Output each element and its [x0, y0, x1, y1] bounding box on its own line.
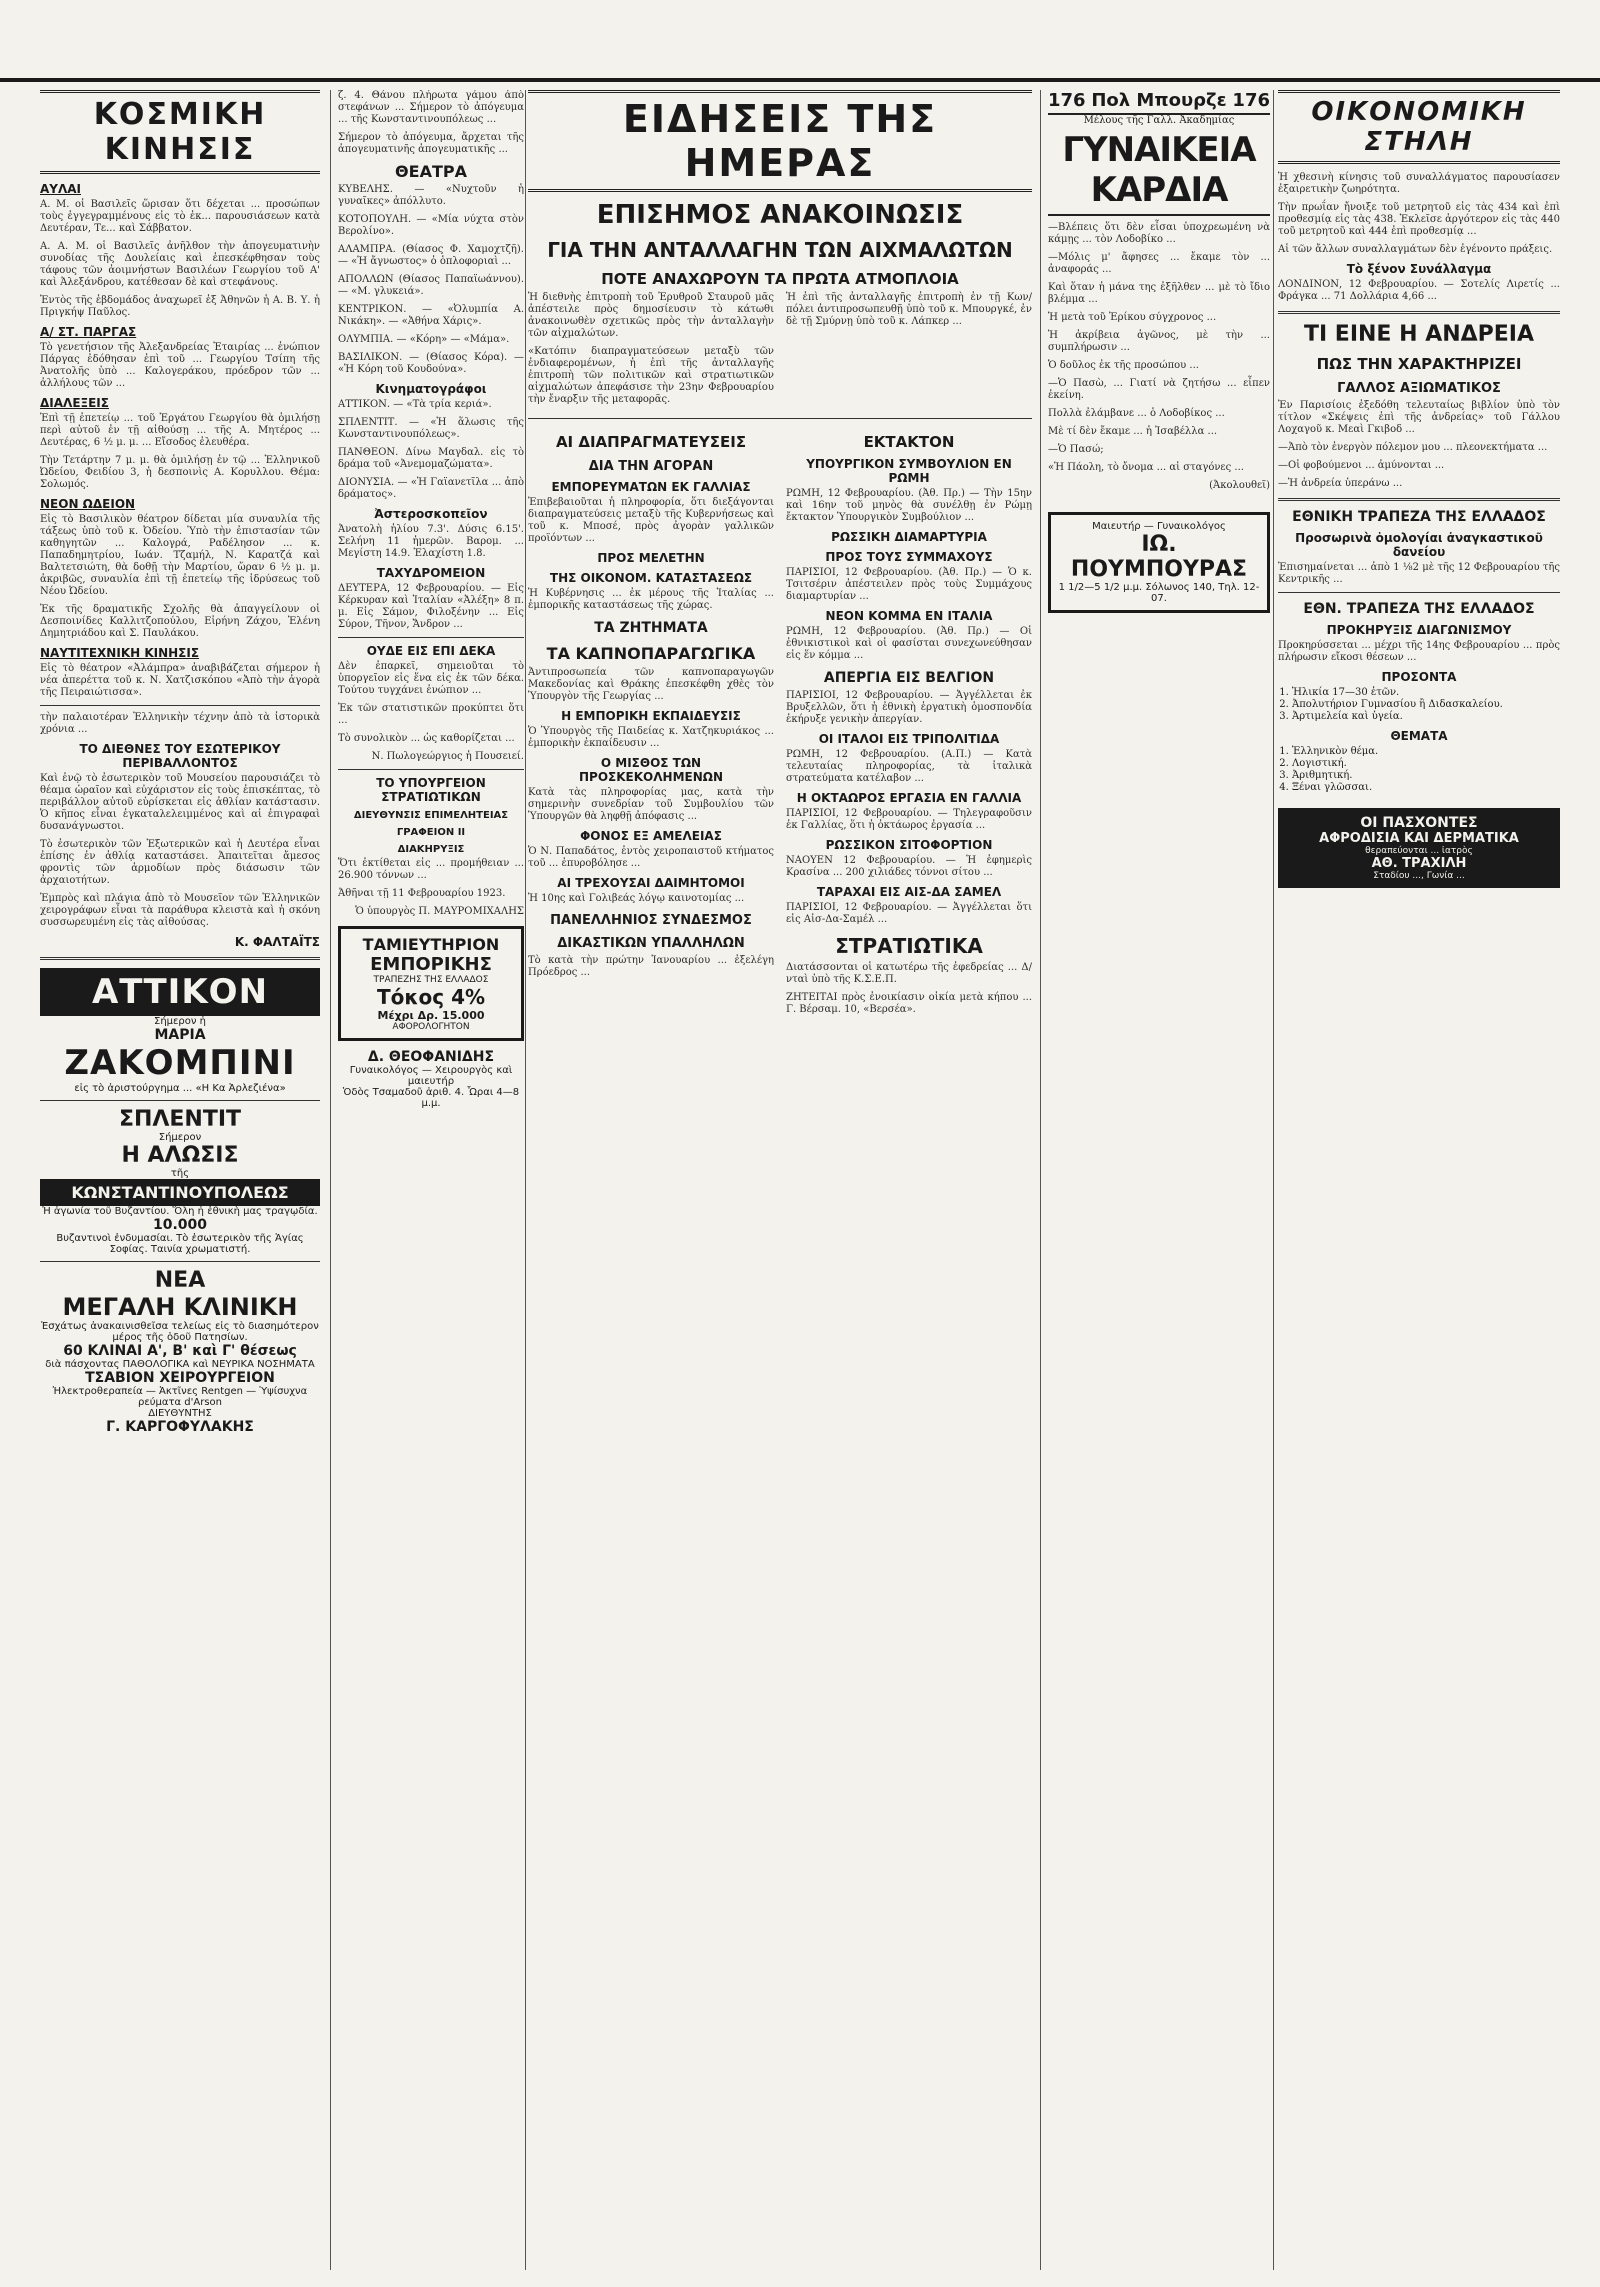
ad-clinic: [40, 1268, 320, 1435]
subheading: Α/ ΣΤ. ΠΑΡΓΑΣ: [40, 325, 137, 339]
ad-line: διὰ πάσχοντας ΠΑΘΟΛΟΓΙΚΑ καὶ ΝΕΥΡΙΚΑ ΝΟΣΗΜΑΤΑ: [45, 1359, 315, 1370]
ad-splendid: [40, 1107, 320, 1255]
column-news: [528, 90, 1032, 2270]
ad-title: ΝΕΑ: [154, 1268, 206, 1293]
ad-line: ΔΙΕΥΘΥΝΤΗΣ: [148, 1408, 212, 1419]
theatre-list: [338, 184, 524, 376]
ad-line: Σταδίου ..., Γωνία ...: [1373, 871, 1465, 881]
subheading: ΟΙ ΙΤΑΛΟΙ ΕΙΣ ΤΡΙΠΟΛΙΤΙΔΑ: [818, 732, 1000, 746]
paragraph: ΔΕΥΤΕΡΑ, 12 Φεβρουαρίου. — Εἰς Κέρκυραν καὶ Ἰταλίαν «Ἀλέξη» 8 π. μ. Εἰς Σάμον, Φιλοξένην ... Εἰς Σύρον, Τῆνον, Ἄνδρον ...: [338, 583, 524, 630]
paragraph: ΡΩΜΗ, 12 Φεβρουαρίου. (Ἀθ. Πρ.) — Οἱ ἐθνικιστικοὶ καὶ οἱ φασίσται συνεχωνεύθησαν εἰς ἕν κόμμα ...: [786, 626, 1032, 661]
article-headline: ΕΚΤΑΚΤΟΝ: [863, 433, 955, 451]
subheading: ΕΜΠΟΡΕΥΜΑΤΩΝ ΕΚ ΓΑΛΛΙΑΣ: [551, 480, 751, 494]
column-social: [40, 90, 320, 2270]
paragraph: Σήμερον τὸ ἀπόγευμα, ἄρχεται τῆς ἀπογευματινῆς ἀπογευματικῆς ...: [338, 132, 524, 155]
paragraph: Ἡ ἀκρίβεια ἀγῶνος, μὲ τὴν ... συμπλήρωσιν ...: [1048, 330, 1270, 353]
paragraph: Ἡ ἐπὶ τῆς ἀνταλλαγῆς ἐπιτροπὴ ἐν τῇ Κων/πόλει ἀντιπροσωπευθῇ ὑπὸ τοῦ κ. Μπουργκέ, ἐν δὲ τῇ Σμύρνῃ ὑπὸ τοῦ κ. Λάπκερ ...: [786, 292, 1032, 327]
paragraph: Ἐπισημαίνεται ... ἀπὸ 1 ⅛2 μὲ τῆς 12 Φεβρουαρίου τῆς Κεντρικῆς ...: [1278, 562, 1560, 585]
paragraph: Ἡ Κυβέρνησις ... ἐκ μέρους τῆς Ἰταλίας ... ἐμπορικῆς καταστάσεως τῆς χώρας.: [528, 588, 774, 611]
paragraph: —Βλέπεις ὅτι δὲν εἶσαι ὑποχρεωμένη νὰ κάμῃς ... τὸν Λοδοβίκο ...: [1048, 222, 1270, 245]
list-item: 2. Ἀπολυτήριον Γυμνασίου ἢ Διδασκαλείου.: [1292, 699, 1560, 711]
subheading: ΝΕΟΝ ΩΔΕΙΟΝ: [40, 497, 136, 511]
signature: Ὁ ὑπουργὸς Π. ΜΑΥΡΟΜΙΧΑΛΗΣ: [355, 906, 524, 917]
article-headline: ΕΘΝ. ΤΡΑΠΕΖΑ ΤΗΣ ΕΛΛΑΔΟΣ: [1303, 601, 1535, 617]
ad-line: Μαιευτήρ — Γυναικολόγος: [1092, 521, 1226, 532]
article-headline: ΓΙΑ ΤΗΝ ΑΝΤΑΛΛΑΓΗΝ ΤΩΝ ΑΙΧΜΑΛΩΤΩΝ: [547, 238, 1013, 262]
list-item: 2. Λογιστική.: [1292, 758, 1560, 770]
serial-number: 176: [1232, 90, 1270, 111]
ad-line: ΜΑΡΙΑ: [154, 1027, 206, 1043]
article-headline: ΤΙ ΕΙΝΕ Η ΑΝΔΡΕΙΑ: [1303, 322, 1535, 347]
ad-line: Ὁδὸς Τσαμαδοῦ ἀριθ. 4. Ὧραι 4—8 μ.μ.: [342, 1087, 520, 1109]
ad-line: Ἡ ἀγωνία τοῦ Βυζαντίου. Ὅλη ἡ ἐθνικὴ μας τραγῳδία.: [42, 1206, 318, 1217]
paragraph: Ἐπιβεβαιοῦται ἡ πληροφορία, ὅτι διεξάγονται διαπραγματεύσεις μεταξὺ τῆς Κυβερνήσεως καὶ τοῦ κ. Μποσέ, πρὸς ἀγορὰν γαλλικῶν προϊόντων ...: [528, 497, 774, 544]
subheading: ΤΗΣ ΟΙΚΟΝΟΜ. ΚΑΤΑΣΤΑΣΕΩΣ: [549, 571, 753, 585]
subheading: ΠΡΟΚΗΡΥΞΙΣ ΔΙΑΓΩΝΙΣΜΟΥ: [1326, 623, 1512, 637]
divider: [40, 1100, 320, 1101]
paragraph: —Ἀπὸ τὸν ἐνεργὸν πόλεμον μου ... πλεονεκτήματα ...: [1278, 442, 1548, 453]
subheading: ΥΠΟΥΡΓΙΚΟΝ ΣΥΜΒΟΥΛΙΟΝ ΕΝ ΡΩΜΗ: [806, 457, 1012, 485]
paragraph: Ἐκ τῆς δραματικῆς Σχολῆς θὰ ἀπαγγείλουν οἱ Δεσποινίδες Καλλιτζοπούλου, Εἰρήνη Ζάχου, Ἑλένη Δημητριάδου καὶ Σ. Παυλάκου.: [40, 604, 320, 639]
subheading: ΑΥΛΑΙ: [40, 182, 82, 196]
column-theatres: [338, 90, 524, 2270]
paragraph: «Ἡ Πάολη, τὸ ὄνομα ... αἱ σταγόνες ...: [1048, 462, 1244, 473]
ad-title: ΕΜΠΟΡΙΚΗΣ: [370, 954, 492, 975]
paragraph: Τὴν Τετάρτην 7 μ. μ. θὰ ὁμιλήσῃ ἐν τῷ ... Ἑλληνικοῦ Ὠδείου, Φειδίου 3, ἡ δεσποινὶς Α. Κορυλλου. Θέμα: Σολωμός.: [40, 455, 320, 490]
ad-line: Τόκος 4%: [376, 985, 486, 1009]
ad-title: ΖΑΚΟΜΠΙΝΙ: [64, 1043, 296, 1083]
subheading: ΔΙΕΥΘΥΝΣΙΣ ΕΠΙΜΕΛΗΤΕΙΑΣ: [353, 810, 509, 821]
subheading: ΠΡΟΣ ΜΕΛΕΤΗΝ: [597, 551, 705, 565]
paragraph: Ὁ δοῦλος ἐκ τῆς προσώπου ...: [1048, 360, 1199, 371]
paragraph: Ἐν Παρισίοις ἐξεδόθη τελευταίως βιβλίον ὑπὸ τὸν τίτλον «Σκέψεις ἐπὶ τῆς ἀνδρείας» τοῦ Γάλλου Λοχαγοῦ κ. Μεαὶ Γκιβοδ ...: [1278, 400, 1560, 435]
ad-line: ΤΡΑΠΕΖΗΣ ΤΗΣ ΕΛΛΑΔΟΣ: [373, 975, 489, 985]
paragraph: Μὲ τί δὲν ἔκαμε ... ἡ Ἰσαβέλλα ...: [1048, 426, 1218, 437]
subcolumn: [786, 292, 1032, 412]
ad-attikon: [40, 968, 320, 1094]
subheading: ΘΕΑΤΡΑ: [395, 162, 467, 181]
paragraph: Διατάσσονται οἱ κατωτέρω τῆς ἐφεδρείας ... Δ/νταὶ ὑπὸ τῆς Κ.Σ.Ε.Π.: [786, 962, 1032, 985]
article-headline: ΕΘΝΙΚΗ ΤΡΑΠΕΖΑ ΤΗΣ ΕΛΛΑΔΟΣ: [1292, 509, 1546, 525]
subheading: Η ΕΜΠΟΡΙΚΗ ΕΚΠΑΙΔΕΥΣΙΣ: [561, 709, 741, 723]
listing-entry: ΒΑΣΙΛΙΚΟΝ. — (Θίασος Κόρα). — «Ἡ Κόρη τοῦ Κουδούνα».: [338, 352, 524, 375]
serial-author: Πολ Μπουρζε: [1091, 90, 1227, 111]
ad-line: Ἠλεκτροθεραπεία — Ἀκτῖνες Rentgen — Ὑψίσυχνα ρεύματα d'Arson: [52, 1386, 308, 1408]
paragraph: Ὅτι ἐκτίθεται εἰς ... προμήθειαν ... 26.900 τόννων ...: [338, 858, 524, 881]
topics-list: [1278, 746, 1560, 794]
article-subheadline: ΓΑΛΛΟΣ ΑΞΙΩΜΑΤΙΚΟΣ: [1337, 381, 1501, 396]
paragraph: Καὶ ὅταν ἡ μάνα της ἐξῆλθεν ... μὲ τὸ ἴδιο βλέμμα ...: [1048, 282, 1270, 305]
paragraph: Τὸ συνολικὸν ... ὡς καθορίζεται ...: [338, 733, 515, 744]
subheading: Ἀστεροσκοπεῖον: [374, 507, 488, 521]
serial-number: 176: [1048, 90, 1086, 111]
article-headline: ΤΟ ΥΠΟΥΡΓΕΙΟΝ ΣΤΡΑΤΙΩΤΙΚΩΝ: [376, 776, 486, 804]
subheading: ΓΡΑΦΕΙΟΝ ΙΙ: [396, 827, 466, 838]
cinema-list: [338, 399, 524, 501]
subheading: ΔΙΑΛΕΞΕΙΣ: [40, 396, 109, 410]
top-rule: [0, 78, 1600, 82]
ad-line: θεραπεύονται ... ἰατρὸς: [1365, 846, 1473, 856]
paragraph: Α. Α. Μ. οἱ Βασιλεῖς ἀνῆλθον τὴν ἀπογευματινὴν συνοδίας τῆς Δουλείαις καὶ ἐπεσκέφθησαν τοὺς τάφους τῶν ἀοιμνήστων Βασιλέων Γεωργίου τοῦ Α' καὶ Ἀλεξάνδρου, κατέθεσαν δὲ καὶ στεφάνους.: [40, 241, 320, 288]
listing-entry: ΑΤΤΙΚΟΝ. — «Τὰ τρία κεριά».: [338, 399, 492, 410]
subheading: ΡΩΣΣΙΚΗ ΔΙΑΜΑΡΤΥΡΙΑ: [831, 530, 987, 544]
divider: [1278, 498, 1560, 501]
ad-line: Μέχρι Δρ. 15.000: [377, 1009, 485, 1022]
listing-entry: ΣΠΛΕΝΤΙΤ. — «Ἡ ἅλωσις τῆς Κωνσταντινουπόλεως».: [338, 417, 524, 440]
ad-title: ΚΩΝΣΤΑΝΤΙΝΟΥΠΟΛΕΩΣ: [40, 1179, 320, 1206]
ad-line: Γ. ΚΑΡΓΟΦΥΛΑΚΗΣ: [106, 1419, 254, 1435]
subheading: ΔΙΑΚΗΡΥΞΙΣ: [397, 844, 465, 855]
section-title: ΕΙΔΗΣΕΙΣ ΤΗΣ ΗΜΕΡΑΣ: [528, 90, 1032, 192]
ad-pouboras: [1048, 512, 1270, 613]
subheading: Ο ΜΙΣΘΟΣ ΤΩΝ ΠΡΟΣΚΕΚΟΛΗΜΕΝΩΝ: [579, 756, 723, 784]
subheading: ΦΟΝΟΣ ΕΞ ΑΜΕΛΕΙΑΣ: [580, 829, 722, 843]
paragraph: Δὲν ἐπαρκεῖ, σημειοῦται τὸ ὑποργεῖον εἰς ἕνα εἰς ἐκ τῶν δέκα. Τούτου τυγχάνει ἐνώπιον ...: [338, 661, 524, 696]
signature: Κ. ΦΑΛΤΑΪΤΣ: [234, 935, 320, 949]
paragraph: Κατὰ τὰς πληροφορίας μας, κατὰ τὴν σημερινὴν συνεδρίαν τοῦ Συμβουλίου τῶν Ὑπουργῶν θὰ ληφθῇ ἀπόφασις ...: [528, 787, 774, 822]
ad-doctor: [338, 1049, 524, 1109]
paragraph: ΛΟΝΔΙΝΟΝ, 12 Φεβρουαρίου. — Σοτελίς Λιρετίς ... Φράγκα ... 71 Δολλάρια 4,66 ...: [1278, 279, 1560, 302]
subcolumn: [528, 292, 774, 412]
two-column-block: [528, 425, 1032, 1022]
ad-trachili: [1278, 808, 1560, 888]
divider: [338, 769, 524, 770]
serial-header: [1048, 90, 1270, 115]
paragraph: Πολλὰ ἐλάμβανε ... ὁ Λοδοβίκος ...: [1048, 408, 1225, 419]
article-subheadline: ΠΩΣ ΤΗΝ ΧΑΡΑΚΤΗΡΙΖΕΙ: [1316, 355, 1522, 373]
article-headline: ΑΙ ΔΙΑΠΡΑΓΜΑΤΕΥΣΕΙΣ: [555, 433, 747, 451]
listing-entry: ΚΕΝΤΡΙΚΟΝ. — «Ὀλυμπία Α. Νικάκη». — «Ἀθήνα Χάρις».: [338, 304, 524, 327]
paragraph: Ἡ μετὰ τοῦ Ἐρίκου σύγχρονος ...: [1048, 312, 1217, 323]
paragraph: —Ὁ Πασὼ, ... Γιατί νὰ ζητήσω ... εἶπεν ἐκείνη.: [1048, 378, 1270, 401]
section-title: ΟΙΚΟΝΟΜΙΚΗ ΣΤΗΛΗ: [1278, 90, 1560, 164]
paragraph: —Μόλις μ' ἄφησες ... ἔκαμε τὸν ... ἀναφοράς ...: [1048, 252, 1270, 275]
article-headline: ΔΙΚΑΣΤΙΚΩΝ ΥΠΑΛΛΗΛΩΝ: [557, 936, 745, 951]
listing-entry: ΟΛΥΜΠΙΑ. — «Κόρη» — «Μάμα».: [338, 334, 510, 345]
article-headline: ΠΑΝΕΛΛΗΝΙΟΣ ΣΥΝΔΕΣΜΟΣ: [550, 913, 752, 928]
paragraph: Ἡ διεθνὴς ἐπιτροπὴ τοῦ Ἐρυθροῦ Σταυροῦ μᾶς ἀπέστειλε πρὸς δημοσίευσιν τὸ κάτωθι ἀνακοινωθὲν σχετικῶς πρὸς τὴν ἀνταλλαγὴν τῶν αἰχμαλώτων.: [528, 292, 774, 339]
ad-line: Βυζαντινοὶ ἐνδυμασίαι. Τὸ ἐσωτερικὸν τῆς Ἁγίας Σοφίας. Ταινία χρωματιστή.: [56, 1233, 304, 1255]
paragraph: ΠΑΡΙΣΙΟΙ, 12 Φεβρουαρίου. — Τηλεγραφοῦσιν ἐκ Γαλλίας, ὅτι ἡ ὀκτάωρος ἐργασία ...: [786, 808, 1032, 831]
subheading: Τὸ ξένον Συνάλλαγμα: [1346, 262, 1492, 276]
subheading: ΤΑΧΥΔΡΟΜΕΙΟΝ: [376, 566, 486, 580]
subheading: ΡΩΣΣΙΚΟΝ ΣΙΤΟΦΟΡΤΙΟΝ: [825, 838, 993, 852]
ad-line: τῆς: [170, 1168, 190, 1179]
paragraph: ΖΗΤΕΙΤΑΙ πρὸς ἐνοικίασιν οἰκία μετὰ κήπου ... Γ. Βέρσαμ. 10, «Βερσέα».: [786, 992, 1032, 1015]
subheading: ΘΕΜΑΤΑ: [1390, 729, 1448, 743]
subheading: Προσωρινὰ ὁμολογίαι ἀναγκαστικοῦ δανείου: [1295, 531, 1543, 559]
paragraph: Ὁ Ὑπουργὸς τῆς Παιδείας κ. Χατζηκυριάκος ... ἐμπορικὴν ἐκπαίδευσιν ...: [528, 726, 774, 749]
paragraph: Ἀθῆναι τῇ 11 Φεβρουαρίου 1923.: [338, 888, 506, 899]
ad-line: εἰς τὸ ἀριστούργημα ... «Η Κα Ἀρλεζιένα»: [74, 1083, 286, 1094]
listing-entry: ΔΙΟΝΥΣΙΑ. — «Ἡ Γαϊανετῖλα ... ἀπὸ δράματος».: [338, 477, 524, 500]
paragraph: Ἐμπρὸς καὶ πλάγια ἀπὸ τὸ Μουσεῖον τῶν Ἑλληνικῶν χειρογράφων εἶναι τὰ παράθυρα κλειστὰ καὶ ἡ σκόνη συσσωρευμένη εἰς τὰς αἰθούσας.: [40, 893, 320, 928]
paragraph: Τὸ κατὰ τὴν πρώτην Ἰανουαρίου ... ἐξελέγη Πρόεδρος ...: [528, 955, 774, 978]
article-headline: ΟΥΔΕ ΕΙΣ ΕΠΙ ΔΕΚΑ: [366, 644, 496, 658]
column-serial: [1048, 90, 1270, 2270]
listing-entry: ΑΛΑΜΠΡΑ. (Θίασος Φ. Χαμοχτζῆ). — «Ἡ ἄγνωστος» ὁ ὁπλοφοριαὶ ...: [338, 244, 524, 267]
ad-line: ΤΣΑΒΙΟΝ ΧΕΙΡΟΥΡΓΕΙΟΝ: [85, 1370, 275, 1386]
paragraph: Ἡ χθεσινὴ κίνησις τοῦ συναλλάγματος παρουσίασεν ἐξαιρετικὴν ζωηρότητα.: [1278, 172, 1560, 195]
subheading: Κινηματογράφοι: [375, 382, 487, 396]
serial-subtitle: Μέλους τῆς Γαλλ. Ἀκαδημίας: [1083, 115, 1235, 126]
paragraph: —Οἱ φοβούμενοι ... ἀμύνονται ...: [1278, 460, 1445, 471]
continued-note: (Ἀκολουθεῖ): [1209, 480, 1270, 491]
paragraph: —Ἡ ἀνδρεία ὑπεράνω ...: [1278, 478, 1403, 489]
paragraph: ΠΑΡΙΣΙΟΙ, 12 Φεβρουαρίου. — Ἀγγέλλεται ὅτι εἰς Αἰσ-Δα-Σαμέλ ...: [786, 902, 1032, 925]
paragraph: τὴν παλαιοτέραν Ἑλληνικὴν τέχνην ἀπὸ τὰ ἱστορικὰ χρόνια ...: [40, 712, 320, 735]
divider: [40, 957, 320, 960]
paragraph: Καὶ ἐνῷ τὸ ἐσωτερικὸν τοῦ Μουσείου παρουσιάζει τὸ θέαμα ὡραῖον καὶ εὐχάριστον εἰς τοὺς ἐπισκέπτας, τὸ περιβάλλον αὐτοῦ εὑρίσκεται εἰς ἀθλίαν κατάστασιν. Ὁ κῆπος εἶναι ἐγκαταλελειμμένος καὶ αἱ ἐπιγραφαὶ δυσανάγνωστοι.: [40, 773, 320, 832]
column-divider: [1273, 90, 1274, 2270]
paragraph: ΡΩΜΗ, 12 Φεβρουαρίου. (Ἀθ. Πρ.) — Τὴν 15ην καὶ 16ην τοῦ μηνὸς θὰ συνέλθῃ ἐν Ρώμῃ ἔκτακτον Ὑπουργικὸν Συμβούλιον ...: [786, 488, 1032, 523]
paragraph: Ἐπὶ τῇ ἐπετείῳ ... τοῦ Ἐργάτου Γεωργίου θὰ ὁμιλήσῃ περὶ αὐτοῦ ἐν τῇ αἰθούσῃ ... τῆς Α. Μητέρος ... Δευτέρας, 6 ½ μ. μ. ... Εἴσοδος ἐλευθέρα.: [40, 413, 320, 448]
paragraph: Εἰς τὸ Βασιλικὸν θέατρον δίδεται μία συναυλία τῆς τάξεως ὑπὸ τοῦ κ. Ὀδείου. Ὑπὸ τὴν ἐπιστασίαν τῶν καθηγητῶν ... Καλογρά, Ραδέλησον ... κ. Παπαδημητρίου, Ιωάν. Τζαμήλ, Ν. Καρατζά καὶ Βαλτετσιώτη, θὰ δοθῇ τὴν Μαρτίου, ὥραν 6 ½ μ. μ. ἀκριβῶς, συναυλία ἐπὶ τῇ ἐπετείῳ τῆς ἰδρύσεως τοῦ Νέου Ὠδείου.: [40, 514, 320, 597]
divider: [40, 705, 320, 706]
ad-title: Δ. ΘΕΟΦΑΝΙΔΗΣ: [367, 1049, 495, 1065]
subheading: ΑΙ ΤΡΕΧΟΥΣΑΙ ΔΑΙΜΗΤΟΜΟΙ: [557, 876, 745, 890]
paragraph: Ἐκ τῶν στατιστικῶν προκύπτει ὅτι ...: [338, 703, 524, 726]
listing-entry: ΚΥΒΕΛΗΣ. — «Νυχτοῦν ἡ γυναῖκες» ἀπόλλυτο.: [338, 184, 524, 207]
paragraph: ΝΑΟΥΕΝ 12 Φεβρουαρίου. — Ἡ ἐφημερὶς Κρασίνα ... 200 χιλιάδες τόννοι σίτου ...: [786, 855, 1032, 878]
divider: [338, 637, 524, 638]
ad-line: Σήμερον: [158, 1132, 202, 1143]
paragraph: ΠΑΡΙΣΙΟΙ, 12 Φεβρουαρίου. — Ἀγγέλλεται ἐκ Βρυξελλῶν, ὅτι ἡ ἐθνικὴ ἐργατικὴ ὁμοσπονδία ἐκήρυξε γενικὴν ἀπεργίαν.: [786, 690, 1032, 725]
paragraph: —Ὁ Πασώ;: [1048, 444, 1104, 455]
article-headline: ΤΑ ΖΗΤΗΜΑΤΑ: [594, 620, 708, 636]
ad-title: ΟΙ ΠΑΣΧΟΝΤΕΣ: [1360, 815, 1478, 831]
article-subheadline: ΠΟΤΕ ΑΝΑΧΩΡΟΥΝ ΤΑ ΠΡΩΤΑ ΑΤΜΟΠΛΟΙΑ: [601, 270, 959, 288]
ad-title: Η ΑΛΩΣΙΣ: [121, 1143, 239, 1168]
subheading: ΤΑΡΑΧΑΙ ΕΙΣ ΑΙΣ-ΔΑ ΣΑΜΕΛ: [816, 885, 1002, 899]
listing-entry: ΚΟΤΟΠΟΥΛΗ. — «Μία νύχτα στὸν Βερολίνο».: [338, 214, 524, 237]
two-column-block: [528, 292, 1032, 412]
qualifications-list: [1278, 687, 1560, 723]
ad-line: 60 ΚΛΙΝΑΙ Α', Β' καὶ Γ' θέσεως: [63, 1343, 297, 1359]
paragraph: Ἐντὸς τῆς ἑβδομάδος ἀναχωρεῖ ἐξ Ἀθηνῶν ἡ Α. Β. Υ. ἡ Πριγκήψ Παῦλος.: [40, 295, 320, 318]
divider: [1278, 311, 1560, 314]
divider: [528, 418, 1032, 419]
ad-line: 1 1/2—5 1/2 μ.μ. Σόλωνος 140, Τηλ. 12-07.: [1058, 582, 1260, 604]
divider: [1278, 592, 1560, 593]
paragraph: ΠΑΡΙΣΙΟΙ, 12 Φεβρουαρίου. (Ἀθ. Πρ.) — Ὁ κ. Τσιτσέριν ἀπέστειλεν πρὸς τοὺς Συμμάχους διαμαρτυρίαν ...: [786, 567, 1032, 602]
article-headline: ΣΤΡΑΤΙΩΤΙΚΑ: [835, 934, 983, 958]
paragraph: ζ. 4. Θάνου πλήρωτα γάμου ἀπὸ στεφάνων ... Σήμερον τὸ ἀπόγευμα ... τῆς Κωνσταντινουπόλεως ...: [338, 90, 524, 125]
ad-title: ΣΠΛΕΝΤΙΤ: [118, 1107, 242, 1132]
list-item: 1. Ἡλικία 17—30 ἐτῶν.: [1292, 687, 1560, 699]
ad-savings-bank: [338, 926, 524, 1041]
column-divider: [330, 90, 331, 2270]
subheading: ΝΕΟΝ ΚΟΜΜΑ ΕΝ ΙΤΑΛΙΑ: [825, 609, 993, 623]
serial-title: ΓΥΝΑΙΚΕΙΑ ΚΑΡΔΙΑ: [1048, 130, 1270, 216]
paragraph: Τὴν πρωΐαν ἤνοιξε τοῦ μετρητοῦ εἰς τὰς 434 καὶ ἐπὶ προθεσμίᾳ εἰς τὰς 438. Ἐκλεῖσε ἀργότερον εἰς τὰς 440 τοῦ μετρητοῦ καὶ 444 ἐπὶ προθεσμίᾳ ...: [1278, 202, 1560, 237]
article-headline: ΤΑ ΚΑΠΝΟΠΑΡΑΓΩΓΙΚΑ: [546, 644, 756, 663]
paragraph: «Κατόπιν διαπραγματεύσεων μεταξὺ τῶν ἐνδιαφερομένων, ἡ ἐπὶ τῆς ἀνταλλαγῆς ἐπιτροπὴ τῶν πολιτικῶν καὶ στρατιωτικῶν αἰχμαλώτων ἀπεφάσισε τὴν 23ην Φεβρουαρίου τὴν ἔναρξιν τῆς μεταφορᾶς.: [528, 346, 774, 405]
article-headline: ΑΠΕΡΓΙΑ ΕΙΣ ΒΕΛΓΙΟΝ: [823, 670, 995, 686]
ad-line: Σήμερον ἡ: [154, 1016, 206, 1027]
paragraph: Α. Μ. οἱ Βασιλεῖς ὥρισαν ὅτι δέχεται ... προσώπων τοὺς ἐγγεγραμμένους εἰς τὸ ἐκ... παρουσιάσεων κατὰ Δευτέραν, Τε... καὶ Σάββατον.: [40, 199, 320, 234]
signature: Ν. Πωλογεώργιος ἡ Πουσειεί.: [371, 751, 524, 762]
ad-title: ΜΕΓΑΛΗ ΚΛΙΝΙΚΗ: [62, 1293, 298, 1321]
list-item: 1. Ἑλληνικὸν θέμα.: [1292, 746, 1560, 758]
subheading: Η ΟΚΤΑΩΡΟΣ ΕΡΓΑΣΙΑ ΕΝ ΓΑΛΛΙΑ: [796, 791, 1022, 805]
list-item: 3. Ἀριθμητική.: [1292, 770, 1560, 782]
subheading: ΝΑΥΤΙΤΕΧΝΙΚΗ ΚΙΝΗΣΙΣ: [40, 646, 200, 660]
article-headline: ΕΠΙΣΗΜΟΣ ΑΝΑΚΟΙΝΩΣΙΣ: [596, 200, 964, 230]
paragraph: Ὁ Ν. Παπαδάτος, ἐντὸς χειροπαιστοῦ κτήματος τοῦ ... ἐπυροβόλησε ...: [528, 846, 774, 869]
paragraph: Ἀνατολὴ ἡλίου 7.3'. Δύσις 6.15'. Σελήνη 11 ἡμερῶν. Βαρομ. ... Μεγίστη 14.9. Ἐλαχίστη 1.8.: [338, 524, 524, 559]
paragraph: Ἀντιπροσωπεία τῶν καπνοπαραγωγῶν Μακεδονίας καὶ Θράκης ἐπεσκέφθη χθὲς τὸν Ὑπουργὸν τῆς Γεωργίας ...: [528, 667, 774, 702]
paragraph: ΡΩΜΗ, 12 Φεβρουαρίου. (Α.Π.) — Κατὰ τελευταίας πληροφορίας, τὰ ἰταλικὰ στρατεύματα κατέλαβον ...: [786, 749, 1032, 784]
column-divider: [525, 90, 526, 2270]
paragraph: Αἱ τῶν ἄλλων συναλλαγμάτων δὲν ἐγένοντο πράξεις.: [1278, 244, 1553, 255]
ad-title: ΤΑΜΙΕΥΤΗΡΙΟΝ: [362, 935, 500, 954]
paragraph: Τὸ ἐσωτερικὸν τῶν Ἐξωτερικῶν καὶ ἡ Δευτέρα εἶναι ἐπίσης ἐν ἀθλίᾳ καταστάσει. Ἀπαιτεῖται ἄμεσος φροντὶς τῶν ἁρμοδίων πρὸς διάσωσιν τῶν ἀρχαιοτήτων.: [40, 839, 320, 886]
list-item: 3. Ἀρτιμελεία καὶ ὑγεία.: [1292, 711, 1560, 723]
paragraph: Ἡ 10ης καὶ Γολιβεάς λόγῳ καινοτομίας ...: [528, 893, 745, 904]
ad-line: ΑΦΟΡΟΛΟΓΗΤΟΝ: [392, 1022, 470, 1032]
ad-title: ΑΘ. ΤΡΑΧΙΛΗ: [1371, 856, 1467, 871]
ad-line: Ἐσχάτως ἀνακαινισθεῖσα τελείως εἰς τὸ διασημότερον μέρος τῆς ὁδοῦ Πατησίων.: [41, 1321, 319, 1343]
section-title: ΚΟΣΜΙΚΗ ΚΙΝΗΣΙΣ: [40, 90, 320, 174]
subcolumn: [528, 425, 774, 1022]
list-item: 4. Ξέναι γλῶσσαι.: [1292, 782, 1560, 794]
column-economic: [1278, 90, 1560, 2270]
listing-entry: ΑΠΟΛΛΩΝ (Θίασος Παπαϊωάννου). — «Μ. γλυκειά».: [338, 274, 524, 297]
paragraph: Εἰς τὸ θέατρον «Ἀλάμπρα» ἀναβιβάζεται σήμερον ἡ νέα ἀπερέττα τοῦ κ. Ν. Χατζισκόπου «Ἀπὸ τὴν ἀγορὰ τῆς Πειραιώτισσα».: [40, 663, 320, 698]
ad-line: 10.000: [152, 1217, 208, 1233]
subheading: ΠΡΟΣ ΤΟΥΣ ΣΥΜΜΑΧΟΥΣ: [825, 550, 993, 564]
ad-line: Γυναικολόγος — Χειρουργὸς καὶ μαιευτήρ: [349, 1065, 513, 1087]
paragraph: Προκηρύσσεται ... μέχρι τῆς 14ης Φεβρουαρίου ... πρὸς πλήρωσιν εἴκοσι θέσεων ...: [1278, 640, 1560, 663]
divider: [40, 1261, 320, 1262]
article-headline: ΤΟ ΔΙΕΘΝΕΣ ΤΟΥ ΕΣΩΤΕΡΙΚΟΥ ΠΕΡΙΒΑΛΛΟΝΤΟΣ: [79, 742, 281, 770]
ad-title: ΑΦΡΟΔΙΣΙΑ ΚΑΙ ΔΕΡΜΑΤΙΚΑ: [1319, 831, 1519, 846]
listing-entry: ΠΑΝΘΕΟΝ. Δίνω Μαγδαλ. εἰς τὸ δράμα τοῦ «Ἀνεμομαζώματα».: [338, 447, 524, 470]
ad-title: ΑΤΤΙΚΟΝ: [40, 968, 320, 1016]
subcolumn: [786, 425, 1032, 1022]
column-divider: [1040, 90, 1041, 2270]
article-headline: ΔΙΑ ΤΗΝ ΑΓΟΡΑΝ: [588, 459, 714, 474]
ad-title: ΙΩ. ΠΟΥΜΠΟΥΡΑΣ: [1070, 532, 1248, 582]
paragraph: Τὸ γενετήσιον τῆς Ἀλεξανδρείας Ἑταιρίας ... ἐνώπιον Πάργας ἐδόθησαν ἐπὶ τοῦ ... Γεωργίου Τσίπη τῆς Ἀνατολῆς ὑπὸ ... Καλογεράκου, πρόεδρον τῶν ... ἀλλήλους τῶν ...: [40, 342, 320, 389]
subheading: ΠΡΟΣΟΝΤΑ: [1381, 670, 1457, 684]
